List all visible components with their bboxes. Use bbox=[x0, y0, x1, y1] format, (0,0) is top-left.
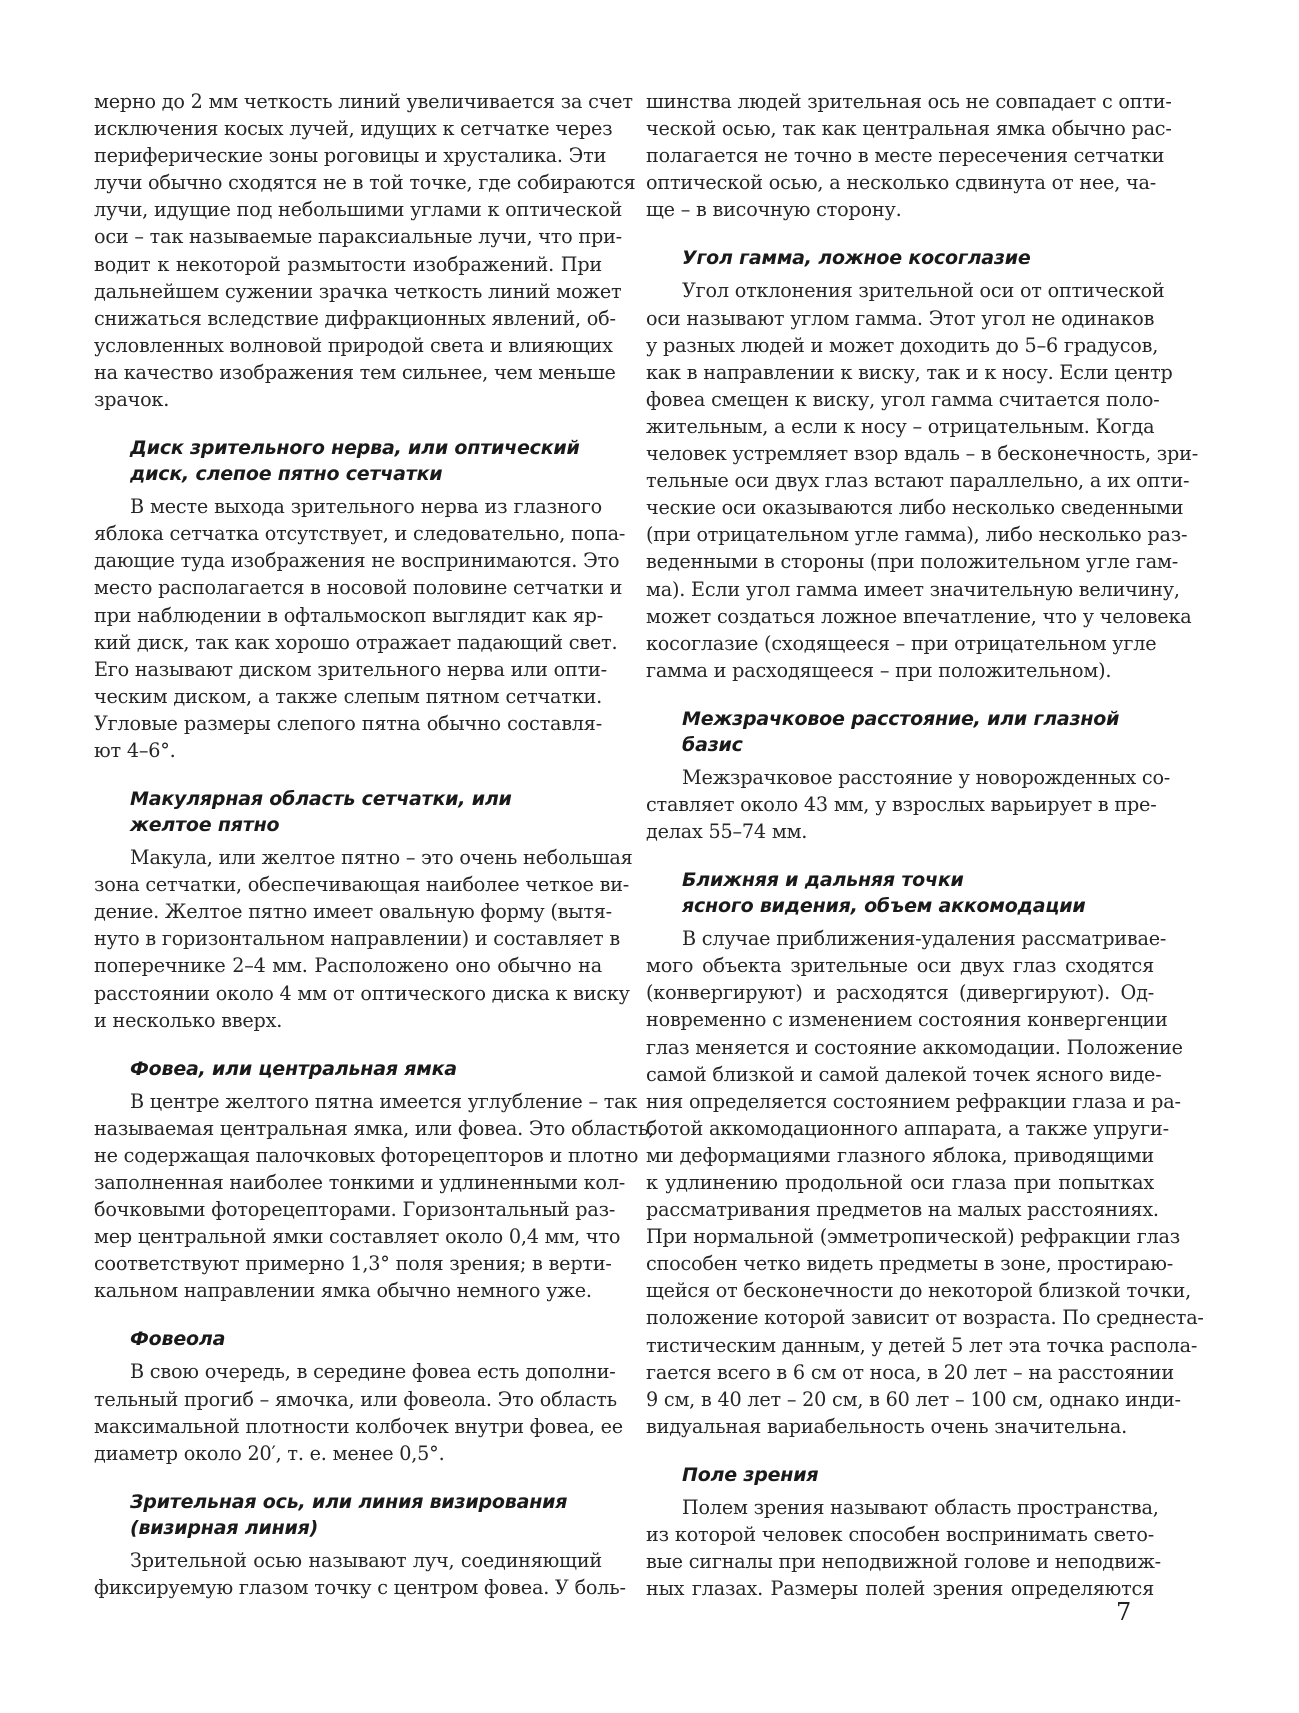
text-line: Полем зрения называют область пространства, bbox=[682, 1495, 1159, 1519]
text-line: зрачок. bbox=[94, 388, 170, 412]
text-line: гамма и расходящееся – при положительном). bbox=[646, 658, 1112, 682]
text-line: полагается не точно в месте пересечения сетчатки bbox=[646, 144, 1165, 168]
text-line: место располагается в носовой половине сетчатки и bbox=[94, 576, 623, 600]
heading-line: Поле зрения bbox=[682, 1463, 819, 1486]
text-line: соответствуют примерно 1,3° поля зрения; в верти- bbox=[94, 1252, 612, 1276]
text-line: как в направлении к виску, так и к носу. Если центр bbox=[646, 360, 1173, 384]
paragraph bbox=[94, 844, 633, 1034]
text-line: ют 4–6°. bbox=[94, 738, 176, 762]
text-line: При нормальной (эмметропической) рефракции глаз bbox=[646, 1225, 1181, 1249]
text-line: называемая центральная ямка, или фовеа. Это область, bbox=[94, 1116, 655, 1140]
text-line: фиксируемую глазом точку с центром фовеа. У боль- bbox=[94, 1575, 626, 1599]
text-line: при наблюдении в офтальмоскоп выглядит как яр- bbox=[94, 603, 604, 627]
text-line: видуальная вариабельность очень значительна. bbox=[646, 1414, 1127, 1438]
text-line: у разных людей и может доходить до 5–6 градусов, bbox=[646, 333, 1159, 357]
text-line: гается всего в 6 см от носа, в 20 лет – на расстоянии bbox=[646, 1360, 1174, 1384]
text-line: тистическим данным, у детей 5 лет эта точка распола- bbox=[646, 1333, 1198, 1357]
text-line: максимальной плотности колбочек внутри фовеа, ее bbox=[94, 1414, 623, 1438]
heading-line: диск, слепое пятно сетчатки bbox=[130, 463, 443, 486]
text-line: бочковыми фоторецепторами. Горизонтальный раз- bbox=[94, 1198, 616, 1222]
text-line: оси – так называемые параксиальные лучи, что при- bbox=[94, 225, 622, 249]
spacer bbox=[94, 764, 602, 786]
text-line: из которой человек способен воспринимать свето- bbox=[646, 1523, 1154, 1547]
text-line: нуто в горизонтальном направлении) и составляет в bbox=[94, 927, 620, 951]
text-line: и несколько вверх. bbox=[94, 1008, 283, 1032]
text-line: ния определяется состоянием рефракции глаза и ра- bbox=[646, 1089, 1181, 1113]
text-line: Угол отклонения зрительной оси от оптической bbox=[682, 279, 1165, 303]
section-heading bbox=[646, 867, 1154, 919]
text-line: ма). Если угол гамма имеет значительную величину, bbox=[646, 577, 1180, 601]
text-line: ще – в височную сторону. bbox=[646, 198, 902, 222]
section-heading bbox=[94, 786, 602, 838]
paragraph bbox=[646, 277, 1198, 683]
text-line: мер центральной ямки составляет около 0,4 мм, что bbox=[94, 1225, 621, 1249]
heading-line: желтое пятно bbox=[130, 814, 280, 837]
text-line: условленных волновой природой света и влияющих bbox=[94, 333, 613, 357]
left-column bbox=[94, 88, 655, 1601]
spacer bbox=[94, 1304, 602, 1326]
text-line: диаметр около 20′, т. е. менее 0,5°. bbox=[94, 1441, 445, 1465]
text-line: положение которой зависит от возраста. По среднеста- bbox=[646, 1306, 1204, 1330]
heading-line: Фовеола bbox=[130, 1328, 226, 1351]
text-line: ческой осью, так как центральная ямка обычно рас- bbox=[646, 117, 1172, 141]
text-line: исключения косых лучей, идущих к сетчатке через bbox=[94, 117, 613, 141]
spacer bbox=[646, 845, 1154, 867]
text-line: ботой аккомодационного аппарата, а также упруги- bbox=[646, 1116, 1169, 1140]
text-line: вые сигналы при неподвижной голове и неподвиж- bbox=[646, 1550, 1161, 1574]
text-line: оптической осью, а несколько сдвинута от нее, ча- bbox=[646, 171, 1157, 195]
text-line: В центре желтого пятна имеется углубление – так bbox=[130, 1089, 638, 1113]
text-line: косоглазие (сходящееся – при отрицательном угле bbox=[646, 631, 1157, 655]
text-line: расстоянии около 4 мм от оптического диска к виску bbox=[94, 981, 630, 1005]
paragraph bbox=[94, 1358, 623, 1466]
text-line: шинства людей зрительная ось не совпадает с опти- bbox=[646, 90, 1172, 113]
text-line: тельный прогиб – ямочка, или фовеола. Это область bbox=[94, 1387, 617, 1411]
text-line: делах 55–74 мм. bbox=[646, 820, 808, 844]
text-line: ческие оси оказываются либо несколько сведенными bbox=[646, 496, 1184, 520]
text-line: заполненная наиболее тонкими и удлиненными кол- bbox=[94, 1171, 626, 1194]
paragraph bbox=[646, 764, 1171, 845]
section-heading bbox=[646, 1462, 1154, 1488]
text-line: щейся от бесконечности до некоторой близкой точки, bbox=[646, 1279, 1192, 1303]
text-line: фовеа смещен к виску, угол гамма считается поло- bbox=[646, 387, 1160, 411]
section-heading bbox=[94, 435, 602, 487]
text-line: 9 см, в 40 лет – 20 см, в 60 лет – 100 см, однако инди- bbox=[646, 1387, 1181, 1411]
text-line: Зрительной осью называют луч, соединяющий bbox=[130, 1548, 602, 1572]
text-line: глаз меняется и состояние аккомодации. Положение bbox=[646, 1035, 1183, 1059]
heading-line: базис bbox=[682, 733, 743, 756]
text-line: кий диск, так как хорошо отражает падающий свет. bbox=[94, 630, 618, 654]
section-heading bbox=[646, 245, 1154, 271]
page-number: 7 bbox=[1116, 1598, 1132, 1626]
paragraph bbox=[646, 1494, 1161, 1602]
text-line: дальнейшем сужении зрачка четкость линий может bbox=[94, 279, 622, 303]
text-line: ных глазах. Размеры полей зрения определяются bbox=[646, 1577, 1154, 1601]
text-line: В месте выхода зрительного нерва из глазного bbox=[130, 495, 602, 519]
spacer bbox=[646, 1440, 1154, 1462]
text-line: лучи обычно сходятся не в той точке, где собираются bbox=[94, 171, 636, 195]
text-line: лучи, идущие под небольшими углами к оптической bbox=[94, 198, 623, 222]
text-line: на качество изображения тем сильнее, чем меньше bbox=[94, 360, 616, 384]
heading-line: Межзрачковое расстояние, или глазной bbox=[682, 707, 1120, 730]
text-line: водит к некоторой размытости изображений. При bbox=[94, 252, 602, 276]
spacer bbox=[646, 223, 1154, 245]
text-line: тельные оси двух глаз встают параллельно, а их опти- bbox=[646, 469, 1190, 493]
heading-line: Фовеа, или центральная ямка bbox=[130, 1057, 457, 1080]
text-line: поперечнике 2–4 мм. Расположено оно обычно на bbox=[94, 954, 602, 978]
paragraph bbox=[646, 88, 1172, 223]
paragraph bbox=[94, 1088, 655, 1305]
heading-line: Угол гамма, ложное косоглазие bbox=[682, 247, 1031, 270]
text-line: веденными в стороны (при положительном угле гам- bbox=[646, 550, 1179, 574]
heading-line: ясного видения, объем аккомодации bbox=[682, 895, 1086, 918]
text-line: ми деформациями глазного яблока, приводящими bbox=[646, 1143, 1154, 1167]
text-line: ставляет около 43 мм, у взрослых варьирует в пре- bbox=[646, 792, 1157, 816]
section-heading bbox=[646, 706, 1154, 758]
spacer bbox=[94, 1034, 602, 1056]
section-heading bbox=[94, 1489, 602, 1541]
text-line: периферические зоны роговицы и хрусталика. Эти bbox=[94, 144, 607, 168]
text-line: дающие туда изображения не воспринимаются. Это bbox=[94, 549, 620, 573]
text-line: (при отрицательном угле гамма), либо несколько раз- bbox=[646, 523, 1188, 547]
text-line: рассматривания предметов на малых расстояниях. bbox=[646, 1198, 1159, 1222]
text-line: Межзрачковое расстояние у новорожденных со- bbox=[682, 765, 1171, 789]
text-line: (конвергируют) и расходятся (дивергируют). Од- bbox=[646, 981, 1154, 1005]
paragraph bbox=[646, 925, 1204, 1440]
text-line: не содержащая палочковых фоторецепторов и плотно bbox=[94, 1143, 639, 1167]
heading-line: Макулярная область сетчатки, или bbox=[130, 788, 512, 811]
text-line: Макула, или желтое пятно – это очень небольшая bbox=[130, 846, 633, 870]
heading-line: (визирная линия) bbox=[130, 1516, 319, 1539]
text-line: ческим диском, а также слепым пятном сетчатки. bbox=[94, 684, 602, 708]
spacer bbox=[94, 413, 602, 435]
text-line: мого объекта зрительные оси двух глаз сходятся bbox=[646, 954, 1154, 978]
heading-line: Зрительная ось, или линия визирования bbox=[130, 1490, 568, 1513]
text-line: В свою очередь, в середине фовеа есть дополни- bbox=[130, 1360, 616, 1384]
text-line: дение. Желтое пятно имеет овальную форму (вытя- bbox=[94, 900, 612, 924]
paragraph bbox=[94, 493, 626, 764]
text-line: снижаться вследствие дифракционных явлений, об- bbox=[94, 306, 616, 330]
text-line: мерно до 2 мм четкость линий увеличивается за счет bbox=[94, 90, 633, 113]
heading-line: Ближняя и дальняя точки bbox=[682, 869, 964, 892]
text-line: Угловые размеры слепого пятна обычно составля- bbox=[94, 711, 602, 735]
heading-line: Диск зрительного нерва, или оптический bbox=[130, 437, 580, 460]
section-heading bbox=[94, 1326, 602, 1352]
text-line: человек устремляет взор вдаль – в бесконечность, зри- bbox=[646, 442, 1198, 466]
paragraph bbox=[94, 88, 636, 413]
text-line: оси называют углом гамма. Этот угол не одинаков bbox=[646, 306, 1155, 330]
spacer bbox=[94, 1467, 602, 1489]
text-line: способен четко видеть предметы в зоне, простираю- bbox=[646, 1252, 1174, 1276]
text-line: яблока сетчатка отсутствует, и следовательно, попа- bbox=[94, 522, 626, 546]
text-line: кальном направлении ямка обычно немного уже. bbox=[94, 1279, 592, 1303]
text-line: В случае приближения-удаления рассматривае- bbox=[682, 927, 1167, 951]
text-line: может создаться ложное впечатление, что у человека bbox=[646, 604, 1192, 628]
text-line: к удлинению продольной оси глаза при попытках bbox=[646, 1171, 1154, 1194]
text-line: зона сетчатки, обеспечивающая наиболее четкое ви- bbox=[94, 873, 630, 897]
text-line: Его называют диском зрительного нерва или опти- bbox=[94, 657, 607, 681]
section-heading bbox=[94, 1056, 602, 1082]
spacer bbox=[646, 684, 1154, 706]
text-line: новременно с изменением состояния конвергенции bbox=[646, 1008, 1168, 1032]
text-line: самой близкой и самой далекой точек ясного виде- bbox=[646, 1062, 1162, 1086]
right-column bbox=[646, 88, 1204, 1602]
paragraph bbox=[94, 1547, 626, 1601]
text-line: жительным, а если к носу – отрицательным. Когда bbox=[646, 414, 1155, 438]
